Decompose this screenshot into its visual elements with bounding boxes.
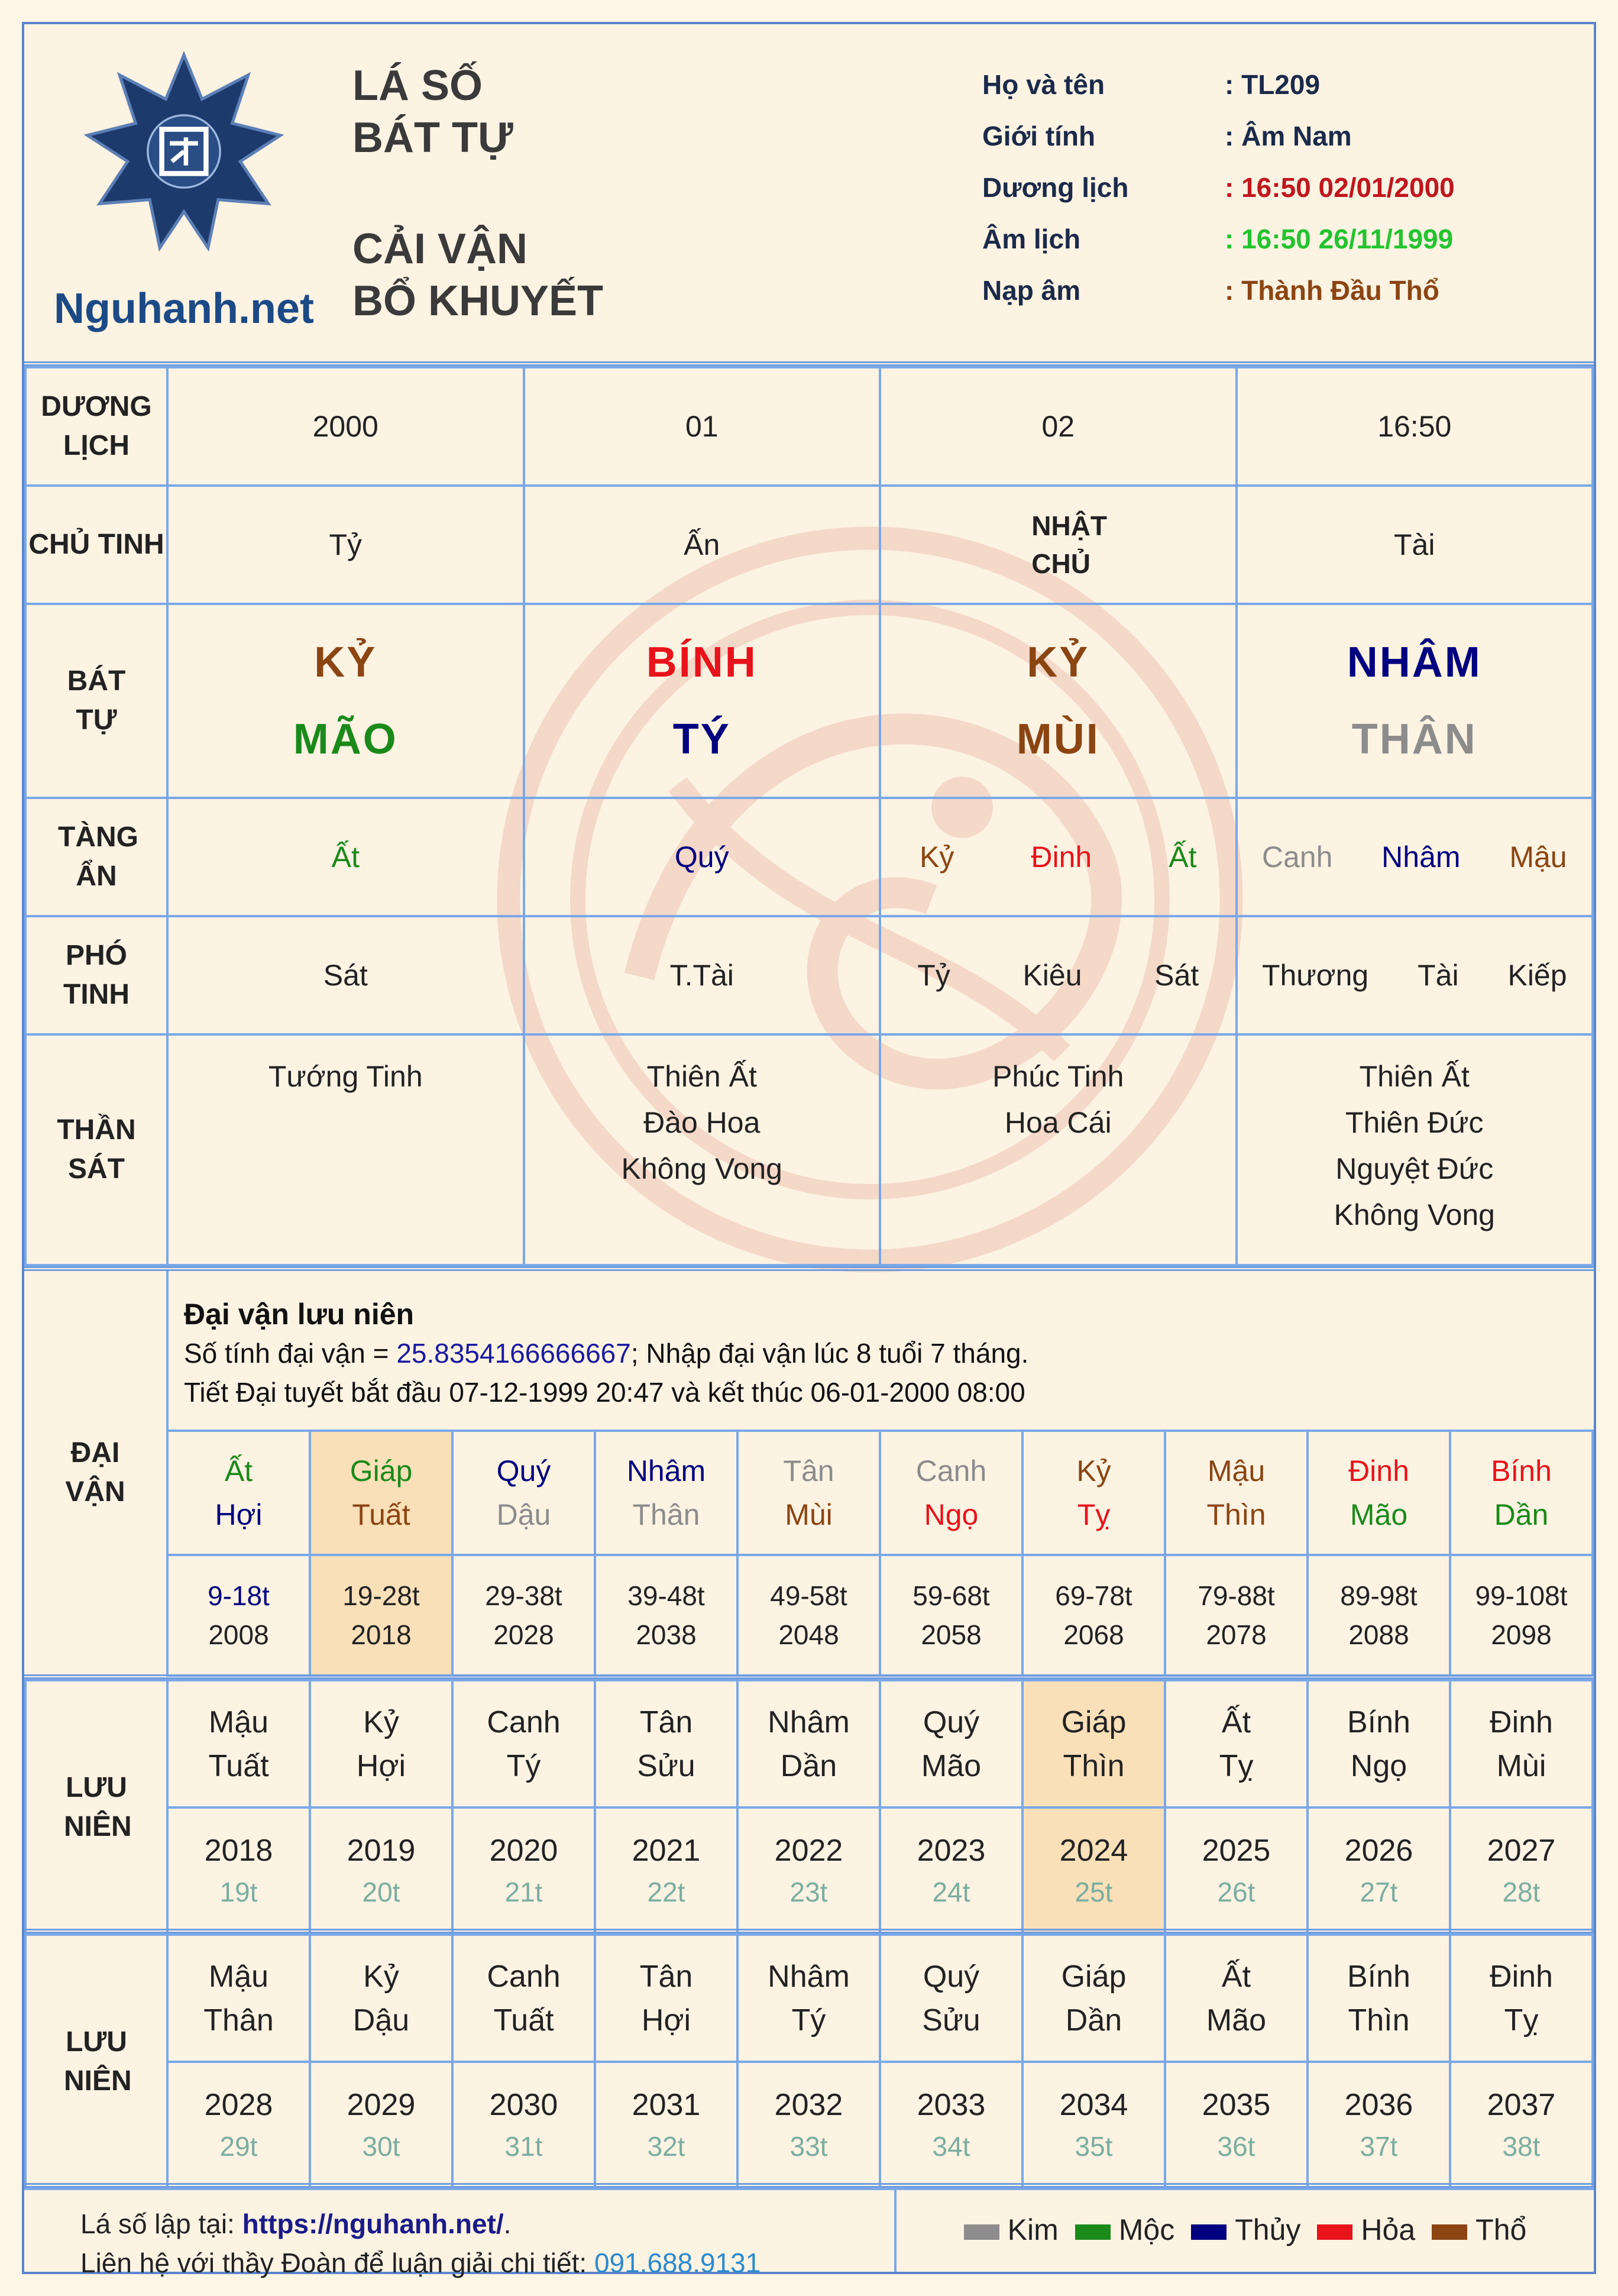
cell-pho-tinh: Tỷ Kiêu Sát (880, 916, 1237, 1034)
luu-nien-label: LƯU NIÊN (25, 1680, 167, 1935)
ln-branch: Dậu (352, 2003, 410, 2038)
row-label: TÀNG ẨN (25, 798, 167, 916)
legend-label: Thổ (1475, 2213, 1527, 2246)
cell-pillar-hour (1237, 604, 1593, 798)
luu-nien-pillar (1450, 1680, 1593, 1807)
ln-branch: Thìn (1348, 2003, 1410, 2038)
ln-age: 21t (504, 1876, 543, 1907)
row-pho-tinh (25, 916, 1593, 1034)
branch: TÝ (672, 716, 731, 764)
dai-van-pillar (1022, 1431, 1165, 1555)
dv-stem: Mậu (1207, 1454, 1266, 1487)
footer-contact (24, 2188, 897, 2278)
dai-van-age (1308, 1555, 1450, 1676)
ln-stem: Đinh (1490, 1705, 1553, 1739)
dv-start-year: 2078 (1206, 1619, 1267, 1650)
dv-branch: Ngọ (924, 1498, 979, 1531)
luu-nien-pillar (452, 1680, 595, 1807)
title-line-2: BÁT TỰ (352, 114, 513, 161)
luu-nien-year (452, 1807, 595, 1935)
luu-nien-year (452, 2062, 595, 2189)
title-line-1: LÁ SỐ (352, 62, 483, 109)
row-chu-tinh (25, 486, 1593, 604)
ln-year: 2036 (1344, 2087, 1413, 2122)
info-value: : 16:50 26/11/1999 (1225, 224, 1454, 254)
luu-nien-section-2 (24, 1929, 1594, 2183)
ln-branch: Tuất (208, 1748, 269, 1783)
stem: KỶ (1027, 639, 1090, 687)
legend-item (1317, 2213, 1415, 2247)
legend-item (1191, 2213, 1300, 2247)
ln-branch: Mùi (1496, 1748, 1546, 1783)
ln-branch: Sửu (922, 2003, 980, 2038)
dai-van-age (880, 1555, 1022, 1676)
luu-nien-pillar (737, 1935, 880, 2062)
info-label: Họ và tên (982, 69, 1105, 100)
ln-age: 38t (1502, 2130, 1541, 2162)
luu-nien-year (1022, 2062, 1165, 2189)
dv-age-range: 59-68t (912, 1580, 990, 1611)
ln-age: 23t (789, 1876, 828, 1907)
luu-nien-pillar (452, 1935, 595, 2062)
cell-pillar-month (524, 604, 881, 798)
brand-name: Nguhanh.net (54, 285, 314, 332)
row-than-sat (25, 1034, 1593, 1265)
dai-van-age (1022, 1555, 1165, 1676)
dv-branch: Thân (632, 1498, 700, 1531)
dv-branch: Tuất (352, 1498, 410, 1531)
dv-stem: Quý (496, 1454, 551, 1487)
info-value: : TL209 (1225, 69, 1321, 100)
dai-van-age (595, 1555, 737, 1676)
ln-stem: Mậu (208, 1959, 269, 1994)
ln-year: 2019 (347, 1833, 416, 1868)
branch: MÙI (1016, 716, 1100, 764)
legend-label: Thủy (1235, 2213, 1301, 2246)
ln-branch: Tỵ (1504, 2003, 1539, 2038)
luu-nien-pillar (1022, 1680, 1165, 1807)
dai-van-pillar (880, 1431, 1022, 1555)
footer (24, 2183, 1594, 2278)
dv-age-range: 99-108t (1475, 1580, 1568, 1611)
dv-stem: Tân (783, 1454, 834, 1487)
stem: BÍNH (646, 639, 758, 687)
ln-year: 2037 (1487, 2087, 1556, 2122)
luu-nien-pillar (310, 1680, 452, 1807)
ln-stem: Mậu (208, 1705, 269, 1739)
info-gender (982, 120, 1352, 152)
luu-nien-year (737, 1807, 880, 1935)
dai-van-age (1450, 1555, 1593, 1676)
ln-year: 2027 (1487, 1833, 1556, 1868)
luu-nien-year (737, 2062, 880, 2189)
luu-nien-section-1 (24, 1674, 1594, 1929)
dv-age-range: 29-38t (485, 1580, 562, 1611)
dv-stem: Đinh (1348, 1454, 1409, 1487)
row-label: CHỦ TINH (25, 486, 167, 604)
luu-nien-pillar (595, 1680, 737, 1807)
dv-age-range: 79-88t (1198, 1580, 1275, 1611)
luu-nien-pillar (880, 1935, 1022, 2062)
cell-than-sat: Thiên Ất Đào Hoa Không Vong (524, 1034, 881, 1265)
cell-chu-tinh: Ấn (524, 486, 881, 604)
dai-van-age (1165, 1555, 1308, 1676)
cell-pho-tinh: Sát (167, 916, 524, 1034)
luu-nien-year (310, 2062, 452, 2189)
info-label: Dương lịch (982, 172, 1129, 203)
ln-year: 2022 (774, 1833, 843, 1868)
ln-age: 36t (1217, 2130, 1255, 2162)
luu-nien-pillar (737, 1680, 880, 1807)
cell-chu-tinh: Tỷ (167, 486, 524, 604)
legend-swatch (964, 2224, 999, 2240)
row-bat-tu (25, 604, 1593, 798)
ln-year: 2021 (632, 1833, 701, 1868)
dai-van-pillar (737, 1431, 880, 1555)
cell-chu-tinh: Tài (1237, 486, 1593, 604)
row-label: PHÓ TINH (25, 916, 167, 1034)
legend-item (1432, 2213, 1526, 2247)
dai-van-age (452, 1555, 595, 1676)
ln-branch: Tỵ (1219, 1748, 1254, 1783)
ln-stem: Nhâm (768, 1959, 850, 1994)
luu-nien-pillar (1308, 1680, 1450, 1807)
cell-pho-tinh: Thương Tài Kiếp (1237, 916, 1593, 1034)
dai-van-info (184, 1295, 1028, 1412)
ln-branch: Hợi (356, 1748, 406, 1783)
dv-branch: Dần (1494, 1498, 1549, 1531)
header (24, 24, 1594, 361)
info-value: : Âm Nam (1225, 121, 1352, 151)
cell-year: 2000 (167, 367, 524, 486)
dv-start-year: 2098 (1491, 1619, 1552, 1650)
dv-start-year: 2018 (351, 1619, 412, 1650)
luu-nien-year (1022, 1807, 1165, 1935)
dv-start-year: 2068 (1063, 1619, 1124, 1650)
footer-line1: Lá số lập tại: https://nguhanh.net/. (80, 2208, 512, 2239)
ln-stem: Giáp (1061, 1705, 1127, 1739)
dai-van-pillar (1165, 1431, 1308, 1555)
dv-age-range: 89-98t (1340, 1580, 1418, 1611)
dai-van-heading: Đại vận lưu niên (184, 1298, 415, 1331)
dai-van-age (737, 1555, 880, 1676)
luu-nien-pillar (880, 1680, 1022, 1807)
dv-age-range: 69-78t (1055, 1580, 1132, 1611)
cell-tang-an: Kỷ Đinh Ất (880, 798, 1237, 916)
title-line-4: BỔ KHUYẾT (352, 277, 604, 325)
legend-swatch (1432, 2224, 1467, 2240)
dv-branch: Thìn (1206, 1498, 1266, 1531)
luu-nien-pillar (167, 1680, 310, 1807)
ln-stem: Ất (1221, 1959, 1251, 1994)
dai-van-age (310, 1555, 452, 1676)
ln-stem: Ất (1221, 1705, 1251, 1739)
dai-van-pillar (1308, 1431, 1450, 1555)
ln-age: 24t (932, 1876, 970, 1907)
ln-stem: Bính (1347, 1705, 1410, 1739)
info-name (982, 69, 1320, 101)
dai-van-pillar (452, 1431, 595, 1555)
cell-month: 01 (524, 367, 881, 486)
ln-branch: Sửu (637, 1748, 695, 1783)
dai-van-pillar (1450, 1431, 1593, 1555)
ln-age: 32t (647, 2130, 685, 2162)
info-solar-date (982, 172, 1455, 203)
legend-swatch (1075, 2224, 1111, 2240)
cell-pho-tinh: T.Tài (524, 916, 881, 1034)
luu-nien-year (1308, 1807, 1450, 1935)
luu-nien-pillar (595, 1935, 737, 2062)
dai-van-pillar (310, 1431, 452, 1555)
ln-stem: Bính (1347, 1959, 1410, 1994)
footer-line2: Liên hệ với thầy Đoàn để luận giải chi tiết: 091.688.9131 (80, 2248, 761, 2278)
luu-nien-year (880, 2062, 1022, 2189)
ln-year: 2035 (1202, 2087, 1271, 2122)
luu-nien-year (310, 1807, 452, 1935)
site-link[interactable]: https://nguhanh.net/ (242, 2208, 504, 2239)
luu-nien-year (1165, 1807, 1308, 1935)
ln-stem: Nhâm (768, 1705, 850, 1739)
bazi-chart-page (22, 22, 1596, 2278)
ln-age: 25t (1075, 1876, 1113, 1907)
info-label: Giới tính (982, 121, 1096, 151)
ln-stem: Tân (639, 1959, 693, 1994)
dv-start-year: 2038 (636, 1619, 697, 1650)
dv-start-year: 2088 (1348, 1619, 1409, 1650)
ln-year: 2032 (774, 2087, 843, 2122)
cell-than-sat: Phúc Tinh Hoa Cái (880, 1034, 1237, 1265)
luu-nien-year (595, 2062, 737, 2189)
cell-than-sat: Tướng Tinh (167, 1034, 524, 1265)
luu-nien-pillar (1450, 1935, 1593, 2062)
dv-branch: Dậu (496, 1498, 551, 1531)
dv-stem: Canh (915, 1454, 987, 1487)
dv-stem: Ất (224, 1454, 253, 1487)
ln-branch: Hợi (641, 2003, 691, 2038)
luu-nien-year (1450, 1807, 1593, 1935)
luu-nien-year (880, 1807, 1022, 1935)
ln-year: 2020 (489, 1833, 558, 1868)
ln-year: 2018 (204, 1833, 273, 1868)
ln-age: 27t (1360, 1876, 1398, 1907)
ln-year: 2025 (1202, 1833, 1271, 1868)
dv-start-year: 2048 (778, 1619, 839, 1650)
cell-pillar-day (880, 604, 1237, 798)
cell-chu-tinh: NHẬT CHỦ (880, 486, 1237, 604)
luu-nien-pillar (310, 1935, 452, 2062)
stem: KỶ (314, 639, 377, 687)
ln-stem: Quý (923, 1705, 980, 1739)
row-label: BÁT TỰ (25, 604, 167, 798)
ln-stem: Đinh (1490, 1959, 1553, 1994)
ln-branch: Thìn (1063, 1748, 1125, 1783)
info-lunar-date (982, 223, 1453, 255)
ln-age: 19t (219, 1876, 258, 1907)
dv-start-year: 2058 (921, 1619, 982, 1650)
dv-stem: Bính (1491, 1454, 1552, 1487)
dai-van-label: ĐẠI VẬN (24, 1271, 169, 1674)
ln-branch: Tuất (493, 2003, 554, 2038)
ln-branch: Ngọ (1350, 1748, 1407, 1783)
ln-age: 20t (362, 1876, 400, 1907)
ln-stem: Kỷ (363, 1705, 399, 1739)
cell-tang-an: Quý (524, 798, 881, 916)
ln-branch: Dần (1065, 2003, 1122, 2038)
ln-branch: Mão (921, 1748, 982, 1783)
dv-age-range: 39-48t (627, 1580, 705, 1611)
luu-nien-year (1165, 2062, 1308, 2189)
dv-branch: Mùi (785, 1498, 833, 1531)
luu-nien-pillar (167, 1935, 310, 2062)
legend-label: Kim (1007, 2213, 1059, 2246)
main-chart (24, 361, 1594, 1266)
luu-nien-year (1308, 2062, 1450, 2189)
element-legend (897, 2188, 1594, 2272)
info-value: : Thành Đầu Thổ (1225, 275, 1439, 306)
info-nap-am (982, 274, 1439, 306)
dai-van-age (167, 1555, 310, 1676)
title-line-3: CẢI VẬN (352, 225, 528, 273)
luu-nien-year (595, 1807, 737, 1935)
info-value: : 16:50 02/01/2000 (1225, 172, 1455, 203)
ln-year: 2028 (204, 2087, 273, 2122)
cell-hour: 16:50 (1237, 367, 1593, 486)
dai-van-grid (166, 1430, 1594, 1674)
stem: NHÂM (1347, 639, 1482, 687)
luu-nien-pillar (1165, 1935, 1308, 2062)
luu-nien-year (167, 2062, 310, 2189)
ln-age: 22t (647, 1876, 685, 1907)
legend-item (1075, 2213, 1174, 2247)
ln-branch: Dần (780, 1748, 837, 1783)
ln-stem: Tân (639, 1705, 693, 1739)
ln-branch: Thân (203, 2003, 274, 2038)
dv-stem: Kỷ (1076, 1454, 1111, 1487)
ln-age: 30t (362, 2130, 400, 2162)
ln-year: 2033 (917, 2087, 986, 2122)
ln-stem: Canh (487, 1705, 561, 1739)
dai-van-pillar (595, 1431, 737, 1555)
dv-stem: Nhâm (626, 1454, 706, 1487)
ln-age: 37t (1360, 2130, 1398, 2162)
luu-nien-pillar (1165, 1680, 1308, 1807)
legend-label: Hỏa (1361, 2213, 1416, 2246)
dai-van-line2: Tiết Đại tuyết bắt đầu 07-12-1999 20:47 và kết thúc 06-01-2000 08:00 (184, 1377, 1025, 1408)
dv-start-year: 2028 (493, 1619, 554, 1650)
ln-year: 2034 (1059, 2087, 1128, 2122)
cell-than-sat: Thiên Ất Thiên Đức Nguyệt Đức Không Vong (1237, 1034, 1593, 1265)
ln-stem: Quý (923, 1959, 980, 1994)
luu-nien-label: LƯU NIÊN (25, 1935, 167, 2189)
row-label: DƯƠNG LỊCH (25, 367, 167, 486)
luu-nien-year (167, 1807, 310, 1935)
ln-age: 29t (219, 2130, 258, 2162)
cell-tang-an: Canh Nhâm Mậu (1237, 798, 1593, 916)
ln-age: 26t (1217, 1876, 1255, 1907)
dv-age-range: 49-58t (770, 1580, 847, 1611)
dv-start-year: 2008 (208, 1619, 269, 1650)
ln-stem: Kỷ (363, 1959, 399, 1994)
ln-stem: Canh (487, 1959, 561, 1994)
dv-branch: Mão (1350, 1498, 1408, 1531)
ln-branch: Tý (791, 2003, 826, 2038)
star-seal-icon (83, 51, 284, 252)
phone-link[interactable]: 091.688.9131 (594, 2248, 761, 2278)
ln-year: 2031 (632, 2087, 701, 2122)
dv-stem: Giáp (350, 1454, 413, 1487)
legend-item (964, 2213, 1059, 2247)
branch: THÂN (1351, 716, 1477, 764)
row-label: THẦN SÁT (25, 1034, 167, 1265)
dv-branch: Hợi (215, 1498, 263, 1531)
ln-year: 2023 (917, 1833, 986, 1868)
ln-age: 33t (789, 2130, 828, 2162)
ln-year: 2026 (1344, 1833, 1413, 1868)
dai-van-line1: Số tính đại vận = 25.8354166666667; Nhập đại vận lúc 8 tuổi 7 tháng. (184, 1338, 1029, 1369)
ln-age: 35t (1075, 2130, 1113, 2162)
ln-year: 2030 (489, 2087, 558, 2122)
luu-nien-pillar (1308, 1935, 1450, 2062)
dai-van-section (24, 1266, 1594, 1674)
ln-branch: Mão (1206, 2003, 1267, 2038)
dv-branch: Tỵ (1077, 1498, 1111, 1531)
cell-day: 02 (880, 367, 1237, 486)
legend-swatch (1191, 2224, 1227, 2240)
row-duong-lich (25, 367, 1593, 486)
cell-pillar-year (167, 604, 524, 798)
branch: MÃO (293, 716, 398, 764)
ln-age: 28t (1502, 1876, 1541, 1907)
dai-van-pillar (167, 1431, 310, 1555)
row-tang-an (25, 798, 1593, 916)
ln-stem: Giáp (1061, 1959, 1127, 1994)
ln-year: 2029 (347, 2087, 416, 2122)
dv-age-range: 19-28t (342, 1580, 420, 1611)
dv-age-range: 9-18t (208, 1580, 270, 1611)
info-label: Nạp âm (982, 275, 1081, 306)
legend-label: Mộc (1118, 2213, 1175, 2246)
info-label: Âm lịch (982, 224, 1081, 254)
ln-branch: Tý (506, 1748, 541, 1783)
legend-swatch (1317, 2224, 1352, 2240)
luu-nien-year (1450, 2062, 1593, 2189)
luu-nien-pillar (1022, 1935, 1165, 2062)
cell-tang-an: Ất (167, 798, 524, 916)
ln-age: 34t (932, 2130, 970, 2162)
ln-age: 31t (504, 2130, 543, 2162)
ln-year: 2024 (1059, 1833, 1128, 1868)
